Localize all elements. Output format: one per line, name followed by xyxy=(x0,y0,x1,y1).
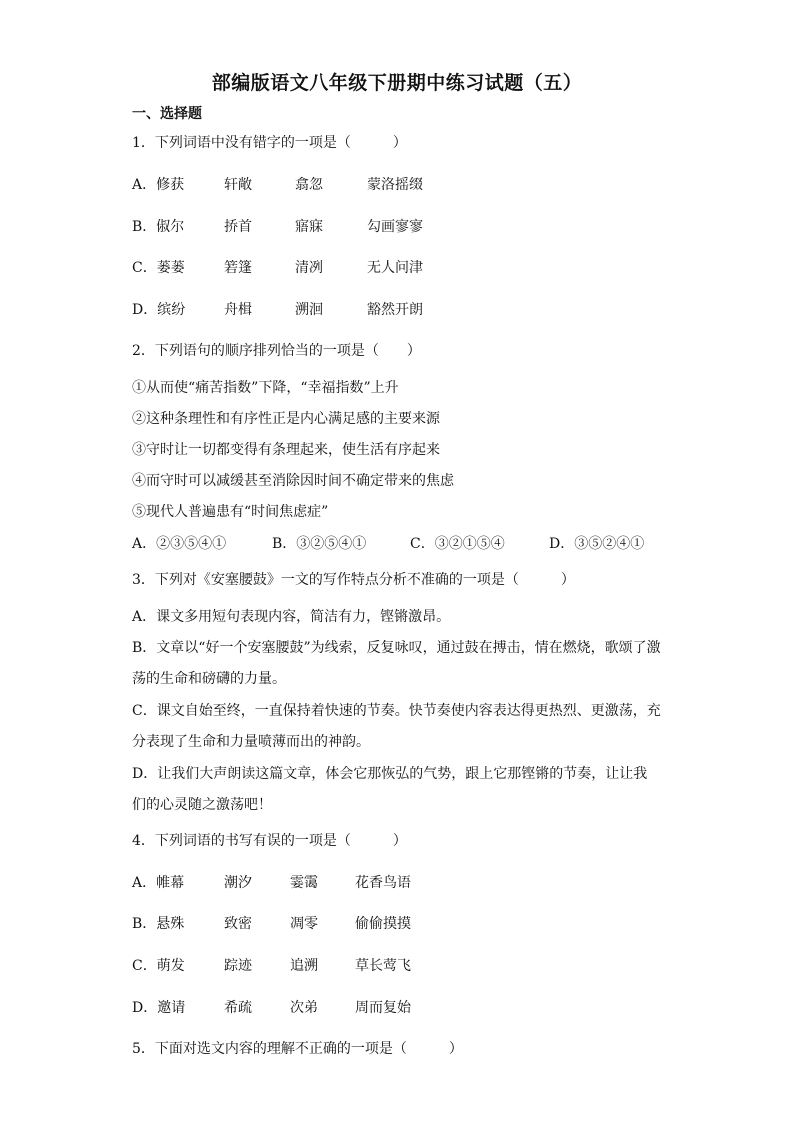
question-5-stem: 5．下面对选文内容的理解不正确的一项是（ ） xyxy=(132,1041,463,1057)
question-3-stem: 3．下列对《安塞腰鼓》一文的写作特点分析不准确的一项是（ ） xyxy=(132,572,575,588)
question-2-sentence-4: ④而守时可以减缓甚至消除因时间不确定带来的焦虑 xyxy=(132,473,454,489)
question-2-answer-d: D．③⑤②④① xyxy=(549,536,645,552)
question-2-sentence-1: ①从而使“痛苦指数”下降，“幸福指数”上升 xyxy=(132,380,399,396)
page-title: 部编版语文八年级下册期中练习试题（五） xyxy=(211,72,583,94)
question-2-answers xyxy=(132,534,672,554)
question-2-answer-b: B．③②⑤④① xyxy=(272,536,367,552)
question-2-sentence-2: ②这种条理性和有序性正是内心满足感的主要来源 xyxy=(132,411,440,427)
section-heading: 一、选择题 xyxy=(132,106,202,122)
question-2-answer-c: C．③②①⑤④ xyxy=(410,536,505,552)
question-3-option-d-cont: 们的心灵随之激荡吧！ xyxy=(132,797,272,813)
question-3-option-b: B．文章以“好一个安塞腰鼓”为线索，反复咏叹，通过鼓在搏击，情在燃烧，歌颂了激 xyxy=(132,640,661,656)
question-3-option-c: C．课文自始至终，一直保持着快速的节奏。快节奏使内容表达得更热烈、更激荡，充 xyxy=(132,703,661,719)
question-4-stem: 4．下列词语的书写有误的一项是（ ） xyxy=(132,833,407,849)
question-3-option-d: D．让我们大声朗读这篇文章，体会它那恢弘的气势，跟上它那铿锵的节奏，让让我 xyxy=(132,766,648,782)
question-3-option-c-cont: 分表现了生命和力量喷薄而出的神韵。 xyxy=(132,734,370,750)
question-3-option-b-cont: 荡的生命和磅礴的力量。 xyxy=(132,671,286,687)
question-2-sentence-3: ③守时让一切都变得有条理起来，使生活有序起来 xyxy=(132,442,440,458)
question-1-stem: 1．下列词语中没有错字的一项是（ ） xyxy=(132,135,407,151)
question-2-answer-a: A．②③⑤④① xyxy=(132,536,227,552)
question-2-stem: 2．下列语句的顺序排列恰当的一项是（ ） xyxy=(132,343,421,359)
exam-page: 部编版语文八年级下册期中练习试题（五） 一、选择题 1．下列词语中没有错字的一项是（ ） A．修获 轩敞 翕忽 蒙洛摇缀 B．俶尔 挢首 寤寐 勾画寥寥 C．蒌蒌 箬篷 清冽 无人问津 D．缤纷 舟楫 溯洄 豁然开朗 2．下列语句的顺序排列恰当的一项是（ ） ①从而使“痛苦指数”下降，“幸福指数”上升 ②这种条理性和有序性正是内心满足感的主要来源 ③守时让一切都变得有条理起来，使生活有序起来 ④而守时可以减缓甚至消除因时间不确定带来的焦虑 ⑤现代人普遍患有“时间焦虑症” A．②③⑤④① B．③②⑤④① C．③②①⑤④ D．③⑤②④① 3．下列对《安塞腰鼓》一文的写作特点分析不准确的一项是（ ） A．课文多用短句表现内容，简洁有力，铿锵激昂。 B．文章以“好一个安塞腰鼓”为线索，反复咏叹，通过鼓在搏击，情在燃烧，歌颂了激 荡的生命和磅礴的力量。 C．课文自始至终，一直保持着快速的节奏。快节奏使内容表达得更热烈、更激荡，充 分表现了生命和力量喷薄而出的神韵。 D．让我们大声朗读这篇文章，体会它那恢弘的气势，跟上它那铿锵的节奏，让让我 们的心灵随之激荡吧！ 4．下列词语的书写有误的一项是（ ） A．帷幕 潮汐 霎霭 花香鸟语 B．悬殊 致密 凋零 偷偷摸摸 C．萌发 踪迹 追溯 草长莺飞 D．邀请 希疏 次弟 周而复始 5．下面对选文内容的理解不正确的一项是（ ） xyxy=(0,0,794,1123)
question-2-sentence-5: ⑤现代人普遍患有“时间焦虑症” xyxy=(132,504,329,520)
question-3-option-a: A．课文多用短句表现内容，简洁有力，铿锵激昂。 xyxy=(132,609,451,625)
